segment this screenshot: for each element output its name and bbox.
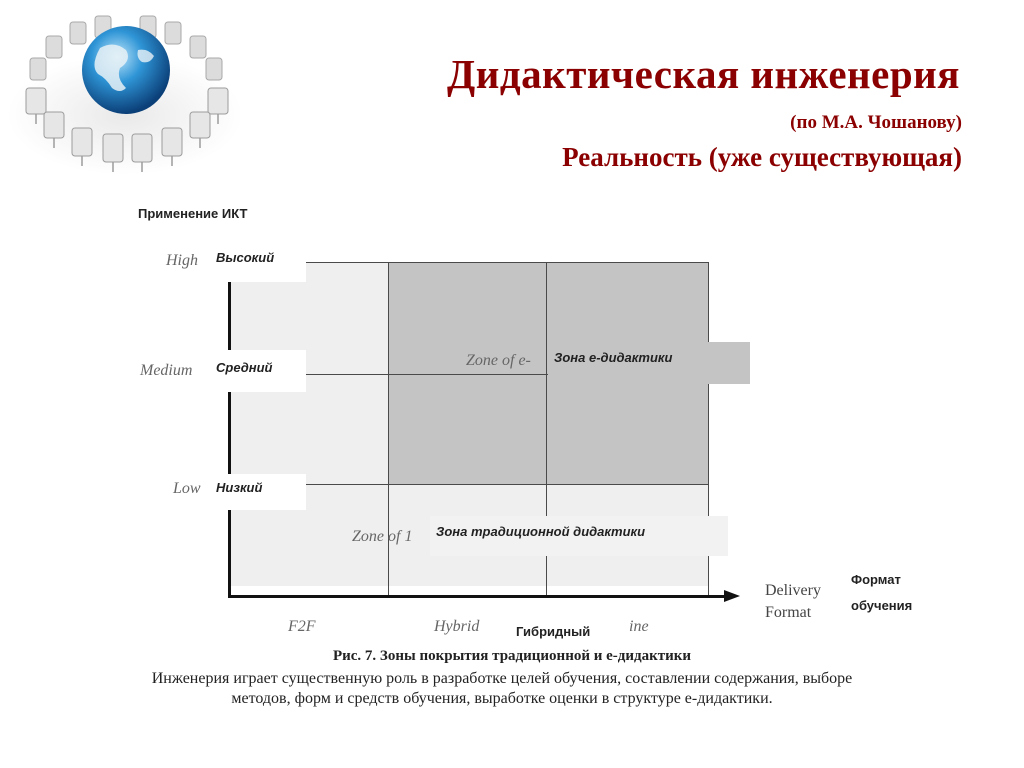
zone-e-ru: Зона е-дидактики — [548, 342, 750, 384]
figure-caption-text: Инженерия играет существенную роль в разработке целей обучения, составлении содержания, выборе методов, форм и средств обучения, выработке оценки в структуре е-дидактики. — [151, 670, 853, 707]
y-level-low-en: Low — [173, 480, 201, 497]
y-level-medium-ru: Средний — [210, 350, 306, 392]
page-title: Дидактическая инженерия — [447, 51, 960, 97]
y-level-high-en: High — [166, 252, 198, 269]
y-level-low-ru: Низкий — [210, 474, 306, 510]
x-axis — [228, 595, 728, 598]
x-level-f2f-en: F2F — [288, 618, 316, 635]
y-level-medium-en: Medium — [140, 362, 193, 379]
y-axis — [228, 282, 231, 598]
globe-with-chairs-icon — [0, 0, 262, 200]
author-note: (по М.А. Чошанову) — [790, 112, 962, 133]
grid-line-f2f — [388, 262, 389, 598]
zone-traditional-ru: Зона традиционной дидактики — [430, 516, 728, 556]
y-level-high-ru: Высокий — [210, 244, 306, 282]
x-axis-arrow-icon — [724, 588, 740, 604]
page-subtitle: Реальность (уже существующая) — [562, 142, 962, 172]
x-axis-title-ru-1: Формат — [851, 572, 901, 587]
x-axis-title-en-2: Format — [765, 604, 812, 621]
logo — [0, 0, 262, 200]
x-axis-title-ru-2: обучения — [851, 598, 913, 613]
y-axis-title: Применение ИКТ — [138, 206, 248, 221]
diagram-figure — [88, 178, 954, 656]
zone-traditional-en: Zone of 1 — [352, 528, 413, 545]
figure-caption-title: Рис. 7. Зоны покрытия традиционной и е-дидактики — [332, 648, 692, 664]
x-level-hybrid-ru: Гибридный — [516, 624, 591, 639]
x-axis-title-en-1: Delivery — [765, 582, 821, 599]
x-level-online-en: ine — [629, 618, 649, 635]
zone-e-en: Zone of e- — [466, 352, 531, 369]
x-level-hybrid-en: Hybrid — [434, 618, 480, 635]
